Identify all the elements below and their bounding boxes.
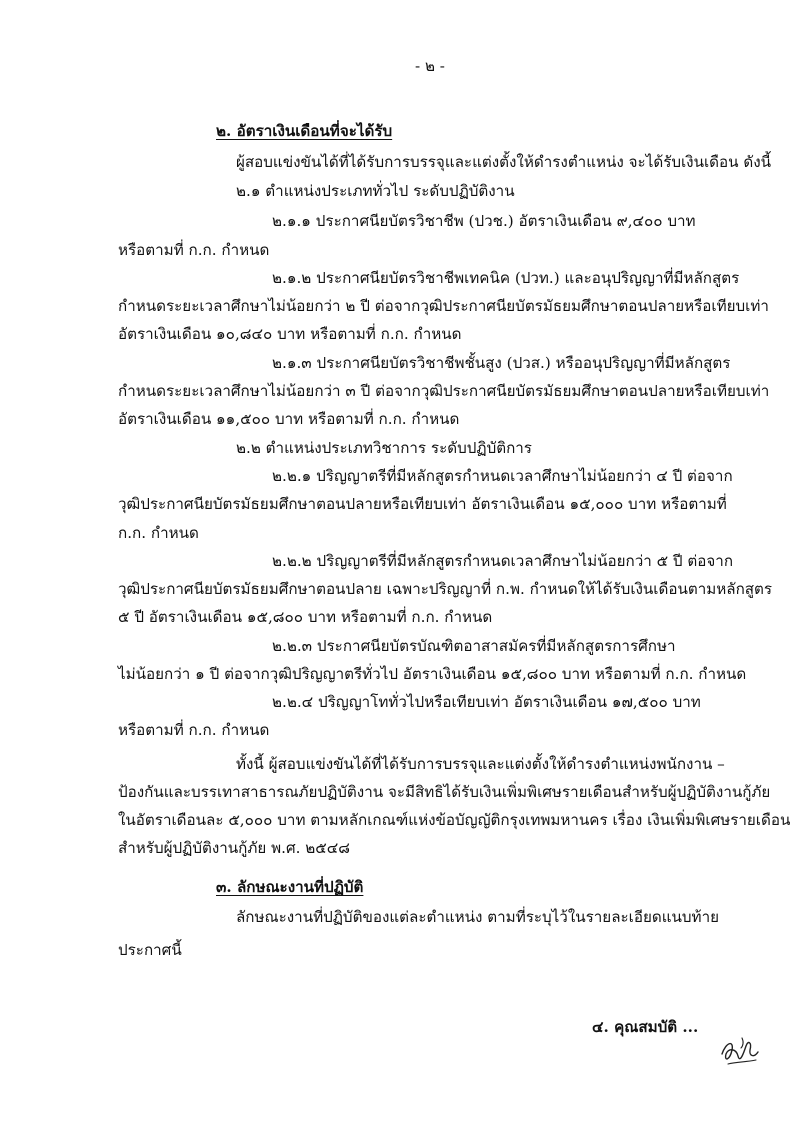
item-2-2-1-line-2: วุฒิประกาศนียบัตรมัธยมศึกษาตอนปลายหรือเทียบเท่า อัตราเงินเดือน ๑๕,๐๐๐ บาท หรือตามที่ xyxy=(118,495,727,513)
note-line-4: สำหรับผู้ปฏิบัติงานกู้ภัย พ.ศ. ๒๕๔๘ xyxy=(118,839,350,857)
section-2-1-title: ๒.๑ ตำแหน่งประเภททั่วไป ระดับปฏิบัติงาน xyxy=(236,182,515,200)
item-2-1-1-line-1: ๒.๑.๑ ประกาศนียบัตรวิชาชีพ (ปวช.) อัตราเงินเดือน ๙,๔๐๐ บาท xyxy=(272,212,696,230)
item-2-2-3-line-2: ไม่น้อยกว่า ๑ ปี ต่อจากวุฒิปริญญาตรีทั่วไป อัตราเงินเดือน ๑๕,๘๐๐ บาท หรือตามที่ ก.ก. กำหนด xyxy=(118,665,747,683)
note-line-3: ในอัตราเดือนละ ๕,๐๐๐ บาท ตามหลักเกณฑ์แห่งข้อบัญญัติกรุงเทพมหานคร เรื่อง เงินเพิ่มพิเศษรายเดือน xyxy=(118,811,791,829)
item-2-2-2-line-3: ๕ ปี อัตราเงินเดือน ๑๕,๘๐๐ บาท หรือตามที่ ก.ก. กำหนด xyxy=(118,608,493,626)
item-2-1-2-line-1: ๒.๑.๒ ประกาศนียบัตรวิชาชีพเทคนิค (ปวท.) และอนุปริญญาที่มีหลักสูตร xyxy=(272,269,740,287)
item-2-1-3-line-2: กำหนดระยะเวลาศึกษาไม่น้อยกว่า ๓ ปี ต่อจากวุฒิประกาศนียบัตรมัธยมศึกษาตอนปลายหรือเทียบเท่า xyxy=(118,382,770,400)
section-2-intro: ผู้สอบแข่งขันได้ที่ได้รับการบรรจุและแต่งตั้งให้ดำรงตำแหน่ง จะได้รับเงินเดือน ดังนี้ xyxy=(236,153,772,171)
item-2-1-2-line-2: กำหนดระยะเวลาศึกษาไม่น้อยกว่า ๒ ปี ต่อจากวุฒิประกาศนียบัตรมัธยมศึกษาตอนปลายหรือเทียบเท่า xyxy=(118,297,769,315)
item-2-1-3-line-3: อัตราเงินเดือน ๑๑,๕๐๐ บาท หรือตามที่ ก.ก. กำหนด xyxy=(118,410,460,428)
item-2-2-4-line-1: ๒.๒.๔ ปริญญาโททั่วไปหรือเทียบเท่า อัตราเงินเดือน ๑๗,๕๐๐ บาท xyxy=(272,693,701,711)
item-2-1-2-line-3: อัตราเงินเดือน ๑๐,๘๔๐ บาท หรือตามที่ ก.ก. กำหนด xyxy=(118,325,462,343)
page-number: - ๒ - xyxy=(415,57,445,75)
item-2-1-1-line-2: หรือตามที่ ก.ก. กำหนด xyxy=(118,241,270,259)
item-2-2-3-line-1: ๒.๒.๓ ประกาศนียบัตรบัณฑิตอาสาสมัครที่มีหลักสูตรการศึกษา xyxy=(272,637,676,655)
section-2-heading: ๒. อัตราเงินเดือนที่จะได้รับ xyxy=(216,122,393,140)
item-2-2-4-line-2: หรือตามที่ ก.ก. กำหนด xyxy=(118,721,270,739)
note-line-1: ทั้งนี้ ผู้สอบแข่งขันได้ที่ได้รับการบรรจุและแต่งตั้งให้ดำรงตำแหน่งพนักงาน – xyxy=(236,755,725,773)
item-2-1-3-line-1: ๒.๑.๓ ประกาศนียบัตรวิชาชีพชั้นสูง (ปวส.) หรืออนุปริญญาที่มีหลักสูตร xyxy=(272,354,731,372)
section-3-body-line-1: ลักษณะงานที่ปฏิบัติของแต่ละตำแหน่ง ตามที่ระบุไว้ในรายละเอียดแนบท้าย xyxy=(236,908,719,926)
section-3-heading: ๓. ลักษณะงานที่ปฏิบัติ xyxy=(216,878,364,896)
signature-icon xyxy=(718,1034,764,1068)
item-2-2-1-line-1: ๒.๒.๑ ปริญญาตรีที่มีหลักสูตรกำหนดเวลาศึกษาไม่น้อยกว่า ๔ ปี ต่อจาก xyxy=(272,467,733,485)
section-2-2-title: ๒.๒ ตำแหน่งประเภทวิชาการ ระดับปฏิบัติการ xyxy=(236,439,532,457)
item-2-2-2-line-1: ๒.๒.๒ ปริญญาตรีที่มีหลักสูตรกำหนดเวลาศึกษาไม่น้อยกว่า ๕ ปี ต่อจาก xyxy=(272,552,734,570)
continuation-text: ๔. คุณสมบัติ ... xyxy=(592,1018,699,1036)
note-line-2: ป้องกันและบรรเทาสาธารณภัยปฏิบัติงาน จะมีสิทธิได้รับเงินเพิ่มพิเศษรายเดือนสำหรับผู้ปฏิบัติงานกู้ภัย xyxy=(118,783,771,801)
section-3-body-line-2: ประกาศนี้ xyxy=(118,941,182,959)
item-2-2-1-line-3: ก.ก. กำหนด xyxy=(118,524,199,542)
item-2-2-2-line-2: วุฒิประกาศนียบัตรมัธยมศึกษาตอนปลาย เฉพาะปริญญาที่ ก.พ. กำหนดให้ได้รับเงินเดือนตามหลักสูตร xyxy=(118,580,773,598)
